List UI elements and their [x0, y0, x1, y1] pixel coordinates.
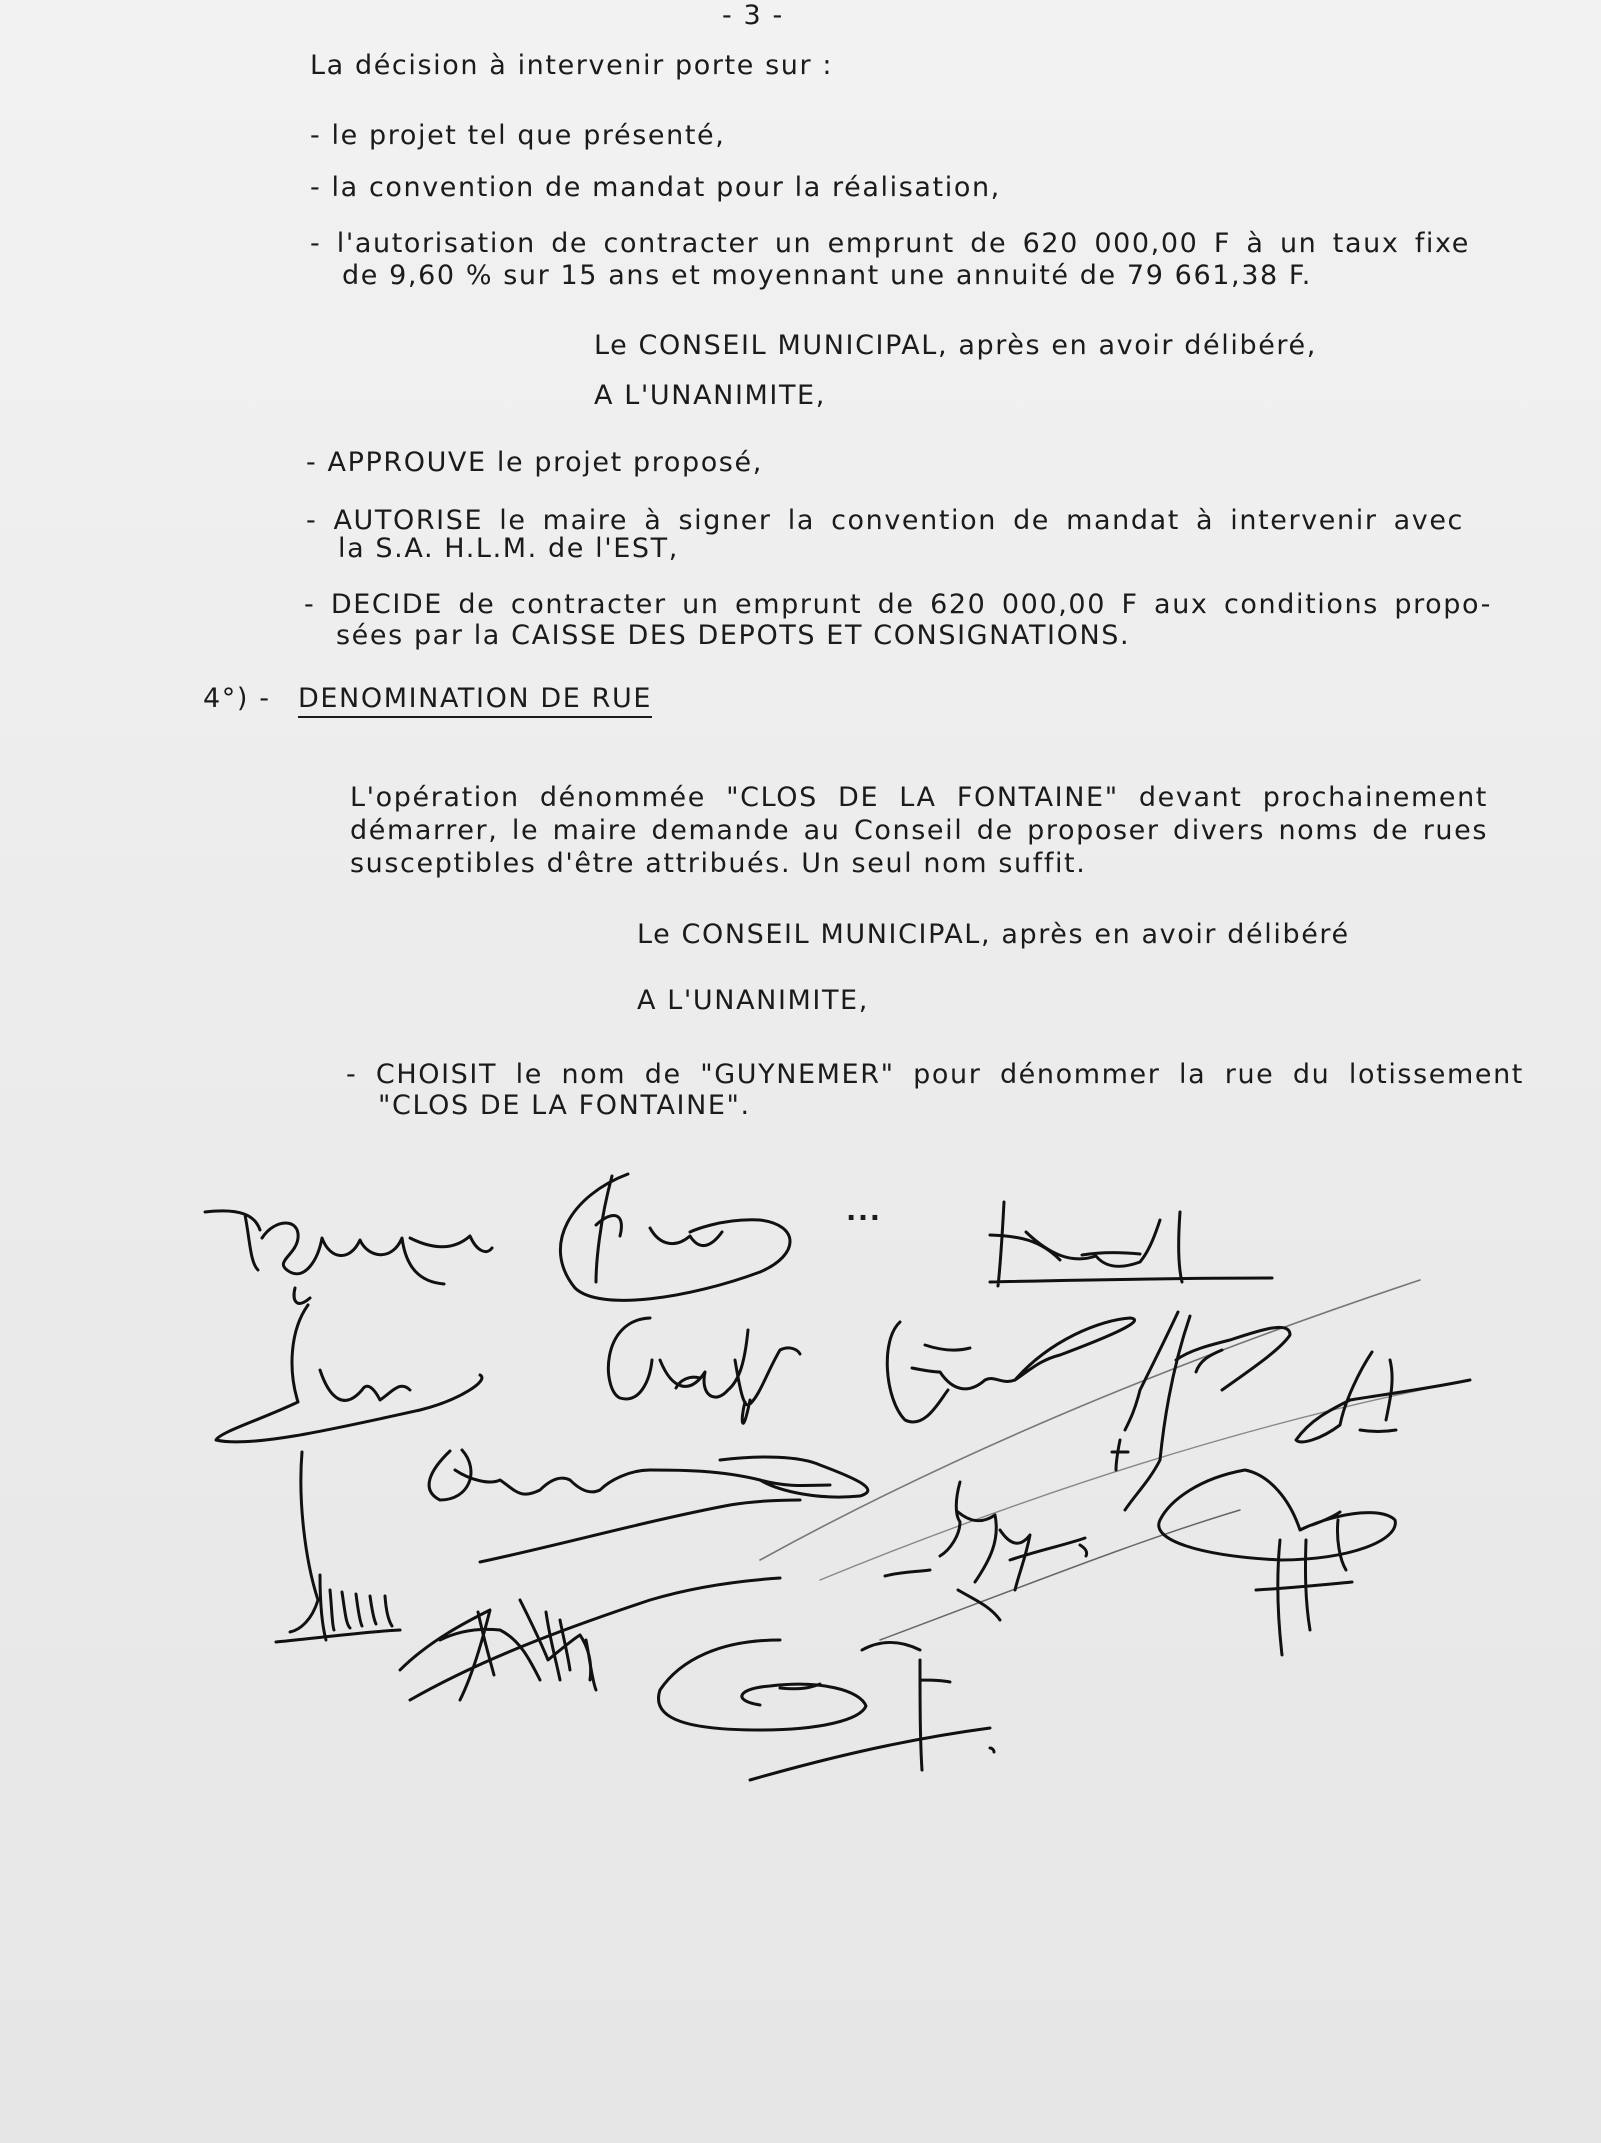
subject-item: - le projet tel que présenté, — [310, 120, 726, 151]
unanimity-statement: A L'UNANIMITE, — [594, 380, 826, 411]
signature-stroke — [658, 1640, 994, 1780]
unanimity-statement: A L'UNANIMITE, — [637, 985, 869, 1016]
signature-stroke — [294, 1288, 310, 1303]
decision-item: - AUTORISE le maire à signer la convention de mandat à intervenir avec — [306, 505, 1464, 536]
ellipsis-mark: ... — [846, 1196, 882, 1227]
subject-item: - l'autorisation de contracter un emprunt de 620 000,00 F à un taux fixe — [310, 228, 1470, 259]
choice-item-continued: "CLOS DE LA FONTAINE". — [378, 1090, 751, 1121]
intro-text: La décision à intervenir porte sur : — [310, 50, 834, 81]
signature-stroke — [1296, 1352, 1470, 1442]
subject-item: - la convention de mandat pour la réalisation, — [310, 172, 1001, 203]
signature-stroke — [560, 1174, 790, 1300]
signature-stroke — [990, 1202, 1272, 1286]
signature-stroke — [1112, 1440, 1128, 1470]
council-statement: Le CONSEIL MUNICIPAL, après en avoir délibéré, — [594, 330, 1317, 361]
signature-stroke — [608, 1318, 800, 1423]
signature-stroke — [276, 1452, 400, 1642]
signature-stroke — [216, 1305, 482, 1442]
signature-stroke — [880, 1510, 1240, 1640]
decision-item-continued: sées par la CAISSE DES DEPOTS ET CONSIGNATIONS. — [336, 620, 1131, 651]
section-number: 4°) - — [203, 683, 271, 714]
decision-item-continued: la S.A. H.L.M. de l'EST, — [338, 533, 679, 564]
subject-item-continued: de 9,60 % sur 15 ans et moyennant une annuité de 79 661,38 F. — [342, 260, 1312, 291]
decision-item: - DECIDE de contracter un emprunt de 620 000,00 F aux conditions propo- — [304, 589, 1492, 620]
section-title: DENOMINATION DE RUE — [298, 683, 652, 718]
signature-stroke — [760, 1280, 1420, 1560]
paragraph-line: L'opération dénommée "CLOS DE LA FONTAINE" devant prochainement — [350, 782, 1488, 813]
signature-stroke — [429, 1450, 868, 1562]
signature-stroke — [400, 1578, 780, 1700]
signature-stroke — [205, 1211, 492, 1284]
choice-item: - CHOISIT le nom de "GUYNEMER" pour dénommer la rue du lotissement — [346, 1059, 1524, 1090]
page-number: - 3 - — [722, 0, 784, 31]
decision-item: - APPROUVE le projet proposé, — [306, 447, 763, 478]
signature-stroke — [887, 1318, 1134, 1422]
paragraph-line: démarrer, le maire demande au Conseil de proposer divers noms de rues — [350, 815, 1488, 846]
signature-stroke — [1159, 1470, 1396, 1655]
council-statement: Le CONSEIL MUNICIPAL, après en avoir délibéré — [637, 919, 1350, 950]
paragraph-line: susceptibles d'être attribués. Un seul nom suffit. — [350, 848, 1087, 879]
